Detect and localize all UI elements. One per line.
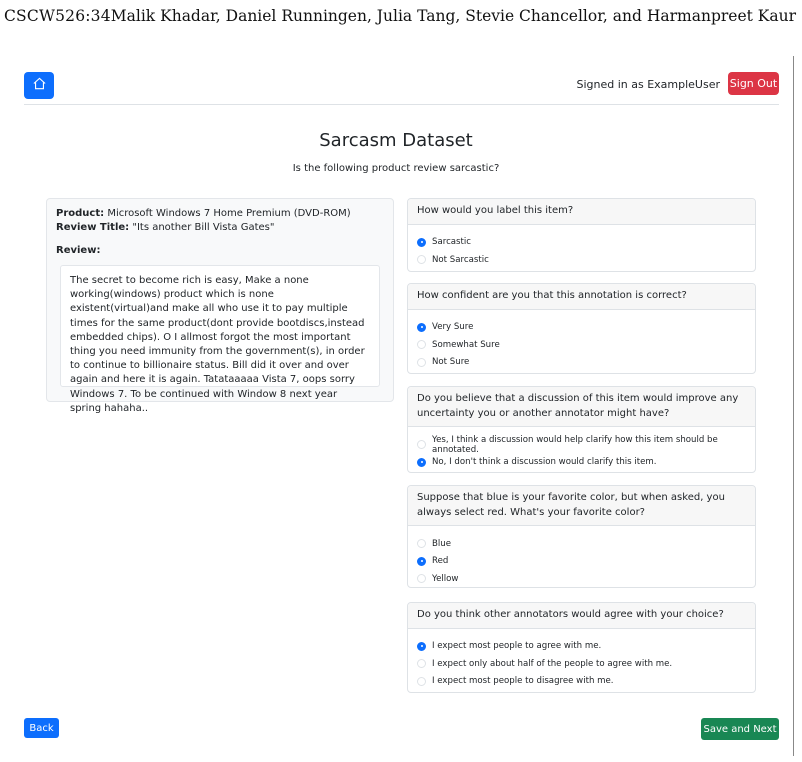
question-card bbox=[407, 198, 756, 272]
review-title-label: Review Title: bbox=[56, 222, 130, 233]
question-text: How confident are you that this annotation is correct? bbox=[408, 284, 755, 310]
radio-option[interactable] bbox=[417, 673, 755, 691]
radio-button[interactable] bbox=[417, 340, 426, 349]
question-card bbox=[407, 485, 756, 588]
sign-out-button[interactable]: Sign Out bbox=[728, 72, 779, 95]
radio-label: Not Sarcastic bbox=[432, 254, 489, 265]
radio-option[interactable] bbox=[417, 319, 755, 337]
radio-label: No, I don't think a discussion would clarify this item. bbox=[432, 457, 657, 468]
radio-button[interactable] bbox=[417, 255, 426, 264]
question-card bbox=[407, 602, 756, 693]
radio-option[interactable] bbox=[417, 638, 755, 656]
product-line bbox=[56, 208, 351, 219]
option-list bbox=[408, 310, 755, 372]
radio-label: Yes, I think a discussion would help clarify how this item should be annotated. bbox=[432, 434, 718, 455]
option-list bbox=[408, 427, 755, 471]
question-card bbox=[407, 386, 756, 473]
radio-label: Sarcastic bbox=[432, 237, 472, 248]
radio-label: I expect most people to agree with me. bbox=[432, 641, 602, 652]
option-list bbox=[408, 526, 755, 588]
radio-button[interactable] bbox=[417, 358, 426, 367]
radio-option[interactable] bbox=[417, 354, 755, 372]
paper-running-head bbox=[0, 0, 802, 40]
radio-option[interactable] bbox=[417, 553, 755, 571]
radio-button[interactable] bbox=[417, 440, 426, 449]
radio-option[interactable] bbox=[417, 336, 755, 354]
review-title-value: "Its another Bill Vista Gates" bbox=[132, 222, 275, 233]
save-and-next-button[interactable]: Save and Next bbox=[701, 718, 779, 740]
radio-button[interactable] bbox=[417, 574, 426, 583]
radio-button[interactable] bbox=[417, 539, 426, 548]
option-list bbox=[408, 225, 755, 269]
radio-button[interactable] bbox=[417, 557, 426, 566]
radio-option[interactable] bbox=[417, 655, 755, 673]
signed-in-status: Signed in as ExampleUser bbox=[576, 78, 720, 91]
review-title-line bbox=[56, 222, 274, 233]
task-prompt: Is the following product review sarcastic? bbox=[292, 163, 500, 174]
question-card bbox=[407, 283, 756, 374]
radio-button[interactable] bbox=[417, 642, 426, 651]
header-divider bbox=[24, 104, 779, 105]
back-button[interactable]: Back bbox=[24, 718, 59, 738]
home-icon bbox=[32, 76, 47, 95]
page-number: CSCW526:34 bbox=[4, 7, 111, 25]
product-label: Product: bbox=[56, 208, 105, 219]
radio-button[interactable] bbox=[417, 458, 426, 467]
radio-option[interactable] bbox=[417, 535, 755, 553]
annotation-app bbox=[0, 56, 792, 762]
radio-option[interactable] bbox=[417, 570, 755, 588]
question-text: Do you think other annotators would agree with your choice? bbox=[408, 603, 755, 629]
radio-option[interactable] bbox=[417, 251, 755, 269]
divider bbox=[793, 56, 794, 756]
product-value: Microsoft Windows 7 Home Premium (DVD-ROM) bbox=[107, 208, 351, 219]
radio-label: Red bbox=[432, 556, 449, 567]
radio-option[interactable] bbox=[417, 436, 755, 454]
radio-button[interactable] bbox=[417, 323, 426, 332]
question-text: Suppose that blue is your favorite color, but when asked, you always select red. What's your favorite color? bbox=[408, 486, 755, 526]
author-list: Malik Khadar, Daniel Runningen, Julia Tang, Stevie Chancellor, and Harmanpreet Kaur bbox=[110, 7, 796, 25]
radio-option[interactable] bbox=[417, 454, 755, 472]
radio-option[interactable] bbox=[417, 234, 755, 252]
radio-label: Very Sure bbox=[432, 322, 474, 333]
review-label: Review: bbox=[56, 245, 101, 256]
question-text: How would you label this item? bbox=[408, 199, 755, 225]
radio-label: Somewhat Sure bbox=[432, 339, 500, 350]
radio-label: I expect only about half of the people to agree with me. bbox=[432, 658, 673, 669]
radio-label: I expect most people to disagree with me. bbox=[432, 676, 614, 687]
radio-label: Not Sure bbox=[432, 357, 470, 368]
home-button[interactable] bbox=[24, 72, 54, 99]
page-title: Sarcasm Dataset bbox=[319, 130, 473, 151]
radio-button[interactable] bbox=[417, 677, 426, 686]
radio-button[interactable] bbox=[417, 238, 426, 247]
radio-label: Yellow bbox=[432, 573, 459, 584]
top-bar bbox=[24, 72, 779, 106]
option-list bbox=[408, 629, 755, 691]
question-text: Do you believe that a discussion of this item would improve any uncertainty you or another annotator might have? bbox=[408, 387, 755, 427]
review-text: The secret to become rich is easy, Make a none working(windows) product which is none existent(virtual)and make all who use it to pay multiple times for the same product(dont provide bootdiscs,instead embedded chips). O I allmost forgot the most important thing you need immunity from the government(s), in order to continue to billionaire status. Bill did it over and over again and here it is again. Tatataaaaa Vista 7, oops sorry Windows 7. To be continued with Window 8 next year spring hahaha.. bbox=[60, 265, 380, 387]
radio-button[interactable] bbox=[417, 659, 426, 668]
review-label-line bbox=[56, 245, 100, 256]
radio-label: Blue bbox=[432, 538, 452, 549]
review-panel bbox=[46, 198, 394, 414]
